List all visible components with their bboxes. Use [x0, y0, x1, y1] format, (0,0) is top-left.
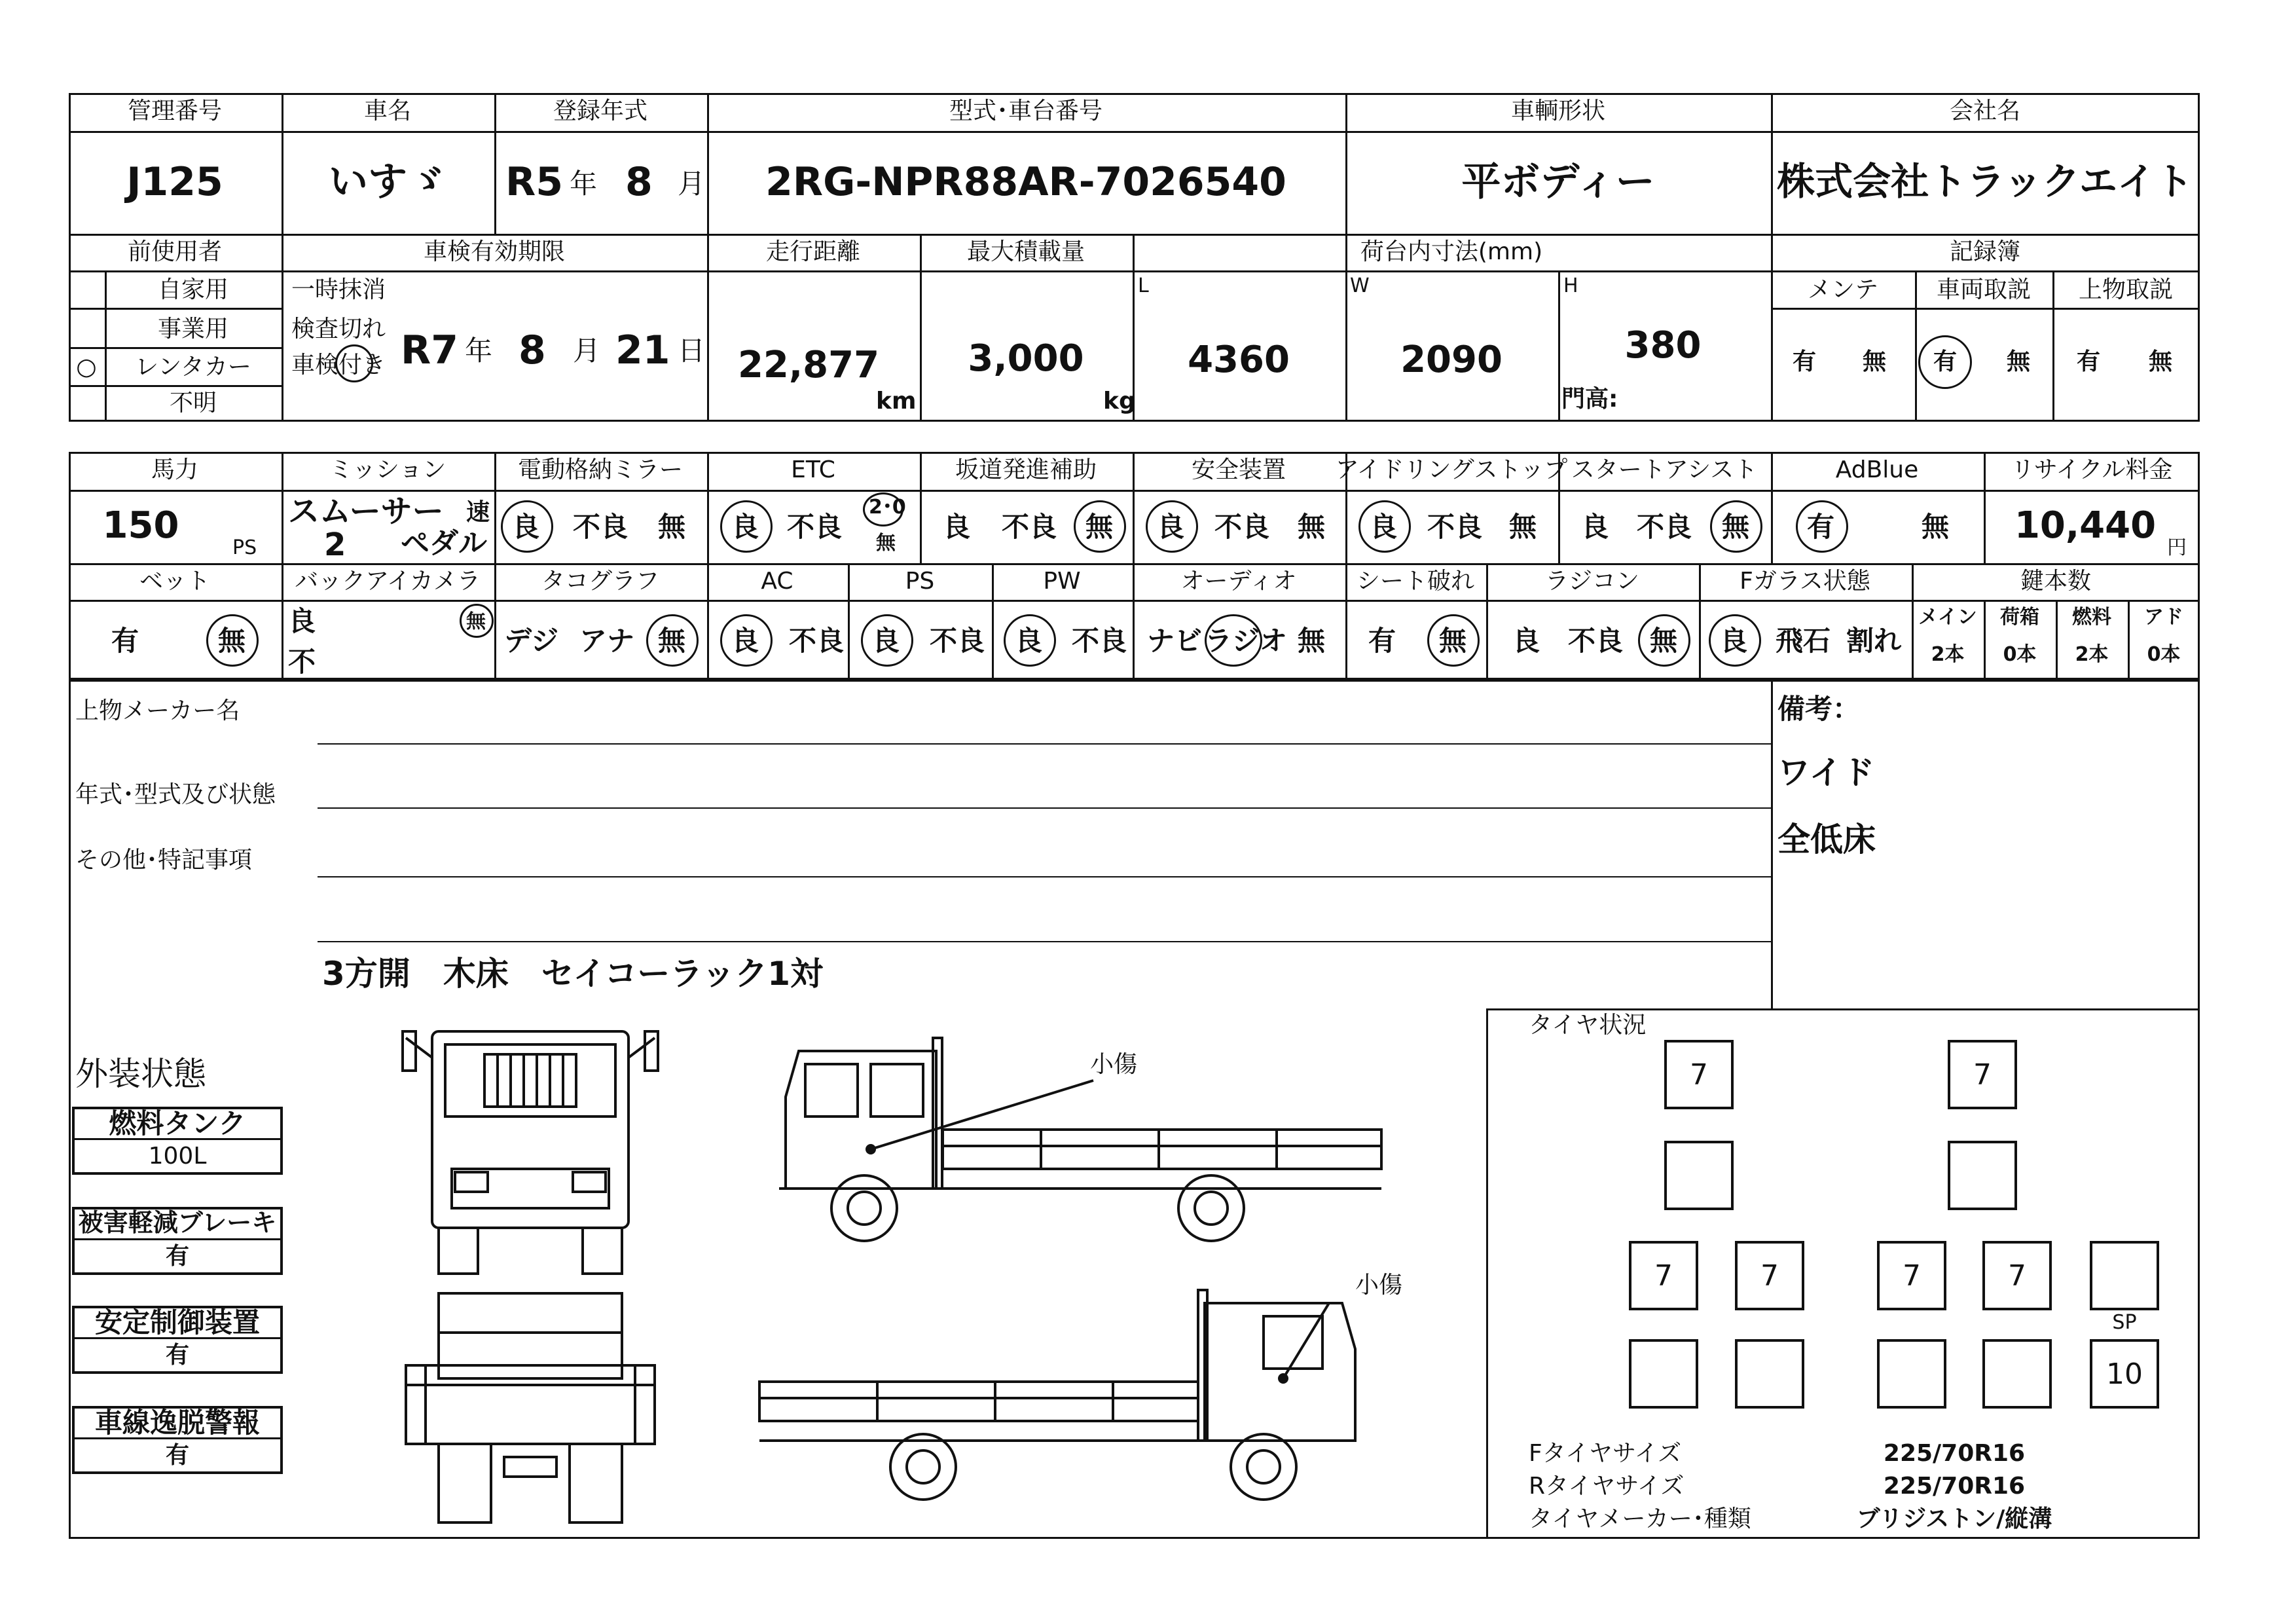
- zenshiyo-fumei: 不明: [169, 390, 217, 416]
- audio-radio: ラジオ: [1205, 625, 1288, 657]
- ps-ryo: 良: [872, 625, 900, 657]
- recycle-value: 10,440: [2014, 504, 2157, 547]
- pw-ryo: 良: [1015, 625, 1043, 657]
- adblue-mu: 無: [1922, 511, 1950, 543]
- toroku-era: R5: [505, 159, 563, 205]
- header-audio: オーディオ: [1180, 568, 1297, 595]
- tire-maker-value: ブリジストン/縦溝: [1856, 1505, 2052, 1532]
- ps-furyo: 不良: [930, 625, 985, 657]
- saka-ryo: 良: [943, 511, 971, 543]
- key-main-count: 2本: [1931, 643, 1965, 666]
- idling-mu: 無: [1509, 511, 1537, 543]
- adblue-yu-circle: [1796, 500, 1848, 553]
- maker-label: 上物メーカー名: [75, 697, 240, 724]
- header-kirokubo: 記録簿: [1949, 238, 2021, 265]
- header-kaisha: 会社名: [1949, 98, 2021, 124]
- start-furyo: 不良: [1637, 511, 1692, 543]
- shaken-tsuki: 車検付き: [291, 352, 386, 378]
- bed-mu: 無: [218, 625, 246, 657]
- header-recycle: リサイクル料金: [2011, 456, 2173, 483]
- kirokubo-mainte: メンテ: [1807, 276, 1879, 303]
- back-mu-circle: [460, 604, 494, 638]
- ps-ryo-circle: [861, 614, 913, 667]
- glass-hiseki: 飛石: [1776, 625, 1831, 657]
- ac-furyo: 不良: [789, 625, 845, 657]
- back-fu: 不: [288, 646, 316, 678]
- body-note: 3方開 木床 セイコーラック1対: [322, 955, 824, 993]
- header-shamei: 車名: [363, 98, 412, 124]
- recycle-unit: 円: [2167, 536, 2187, 559]
- radicon-furyo: 不良: [1568, 625, 1624, 657]
- tire-rear-inner-2: [1735, 1339, 1804, 1409]
- lane-label: 車線逸脱警報: [94, 1407, 261, 1439]
- glass-ryo: 良: [1720, 625, 1748, 657]
- sharyo-no: 無: [2007, 348, 2031, 375]
- shaken-kirere: 検査切れ: [291, 316, 386, 342]
- saka-mu: 無: [1085, 511, 1114, 543]
- tire-front-right-inner: [1948, 1141, 2017, 1210]
- r-size-value: 225/70R16: [1883, 1473, 2026, 1500]
- header-ac: AC: [761, 568, 793, 595]
- shaken-day: 21: [615, 327, 670, 373]
- header-fglass: Fガラス状態: [1740, 568, 1870, 595]
- truck-right-side-view: [746, 1283, 1388, 1526]
- nidai-h-label: H: [1563, 274, 1578, 297]
- nidai-l-label: L: [1138, 274, 1149, 297]
- uwamono-yes: 有: [2077, 348, 2101, 375]
- etc-furyo: 不良: [787, 511, 843, 543]
- kanri-value: J125: [126, 159, 223, 205]
- nidai-l: 4360: [1188, 339, 1290, 381]
- tire-rear-inner-1: [1629, 1339, 1698, 1409]
- header-bariki: 馬力: [151, 456, 199, 483]
- sharyo-yes: 有: [1933, 348, 1958, 375]
- tire-spare: 10: [2090, 1339, 2159, 1409]
- nidai-mondaka: 門高:: [1561, 386, 1618, 413]
- header-tacho: タコグラフ: [541, 568, 660, 595]
- anzen-mu: 無: [1298, 511, 1326, 543]
- keijo-value: 平ボディー: [1461, 159, 1655, 205]
- biko-teishou: 全低床: [1777, 821, 1876, 858]
- idling-furyo: 不良: [1427, 511, 1483, 543]
- damage-label-right: 小傷: [1355, 1272, 1403, 1299]
- glass-ryo-circle: [1709, 614, 1761, 667]
- tire-maker-label: タイヤメーカー･種類: [1529, 1505, 1751, 1532]
- header-kanri: 管理番号: [127, 98, 223, 124]
- bed-mu-circle: [206, 614, 259, 667]
- uwamono-no: 無: [2149, 348, 2173, 375]
- audio-navi: ナビ: [1147, 625, 1203, 657]
- etc-ryo-circle: [720, 500, 773, 553]
- key-main-label: メイン: [1918, 606, 1977, 629]
- toroku-year-unit: 年: [570, 168, 598, 200]
- header-pw: PW: [1043, 568, 1081, 595]
- header-backeye: バックアイカメラ: [295, 568, 481, 595]
- key-nibako-count: 0本: [2003, 643, 2037, 666]
- nidai-w: 2090: [1400, 339, 1503, 381]
- audio-mu: 無: [1298, 625, 1326, 657]
- biko-wide: ワイド: [1777, 754, 1875, 792]
- biko-label: 備考：: [1777, 693, 1861, 725]
- zenshiyo-rental: レンタカー: [135, 354, 251, 380]
- mirror-ryo: 良: [512, 511, 540, 543]
- spare-label: SP: [2112, 1311, 2137, 1334]
- saka-furyo: 不良: [1002, 511, 1057, 543]
- f-size-label: Fタイヤサイズ: [1529, 1440, 1682, 1467]
- anzen-ryo-circle: [1146, 500, 1198, 553]
- shaken-year-unit: 年: [465, 335, 493, 367]
- lane-value: 有: [165, 1442, 190, 1469]
- adblue-yu: 有: [1807, 511, 1835, 543]
- nenshiki-label: 年式･型式及び状態: [75, 781, 276, 808]
- header-anzen: 安全装置: [1191, 456, 1286, 483]
- sekisai-unit: kg: [1103, 388, 1136, 415]
- header-keys: 鍵本数: [2020, 568, 2092, 595]
- header-mirror: 電動格納ミラー: [517, 456, 683, 483]
- tire-front-left-inner: [1664, 1141, 1734, 1210]
- sharyo-yes-circle: [1918, 335, 1972, 389]
- zenshiyo-jigyoyo: 事業用: [157, 316, 229, 342]
- header-radicon: ラジコン: [1544, 568, 1640, 595]
- radicon-mu-circle: [1638, 614, 1690, 667]
- seat-yu: 有: [1368, 625, 1396, 657]
- header-bed: ベット: [139, 568, 211, 595]
- header-toroku: 登録年式: [553, 98, 648, 124]
- header-nidai: 荷台内寸法(mm): [1360, 238, 1543, 265]
- mission-b: 2: [324, 526, 346, 563]
- mission-pedal: ペダル: [401, 526, 487, 560]
- brake-label: 被害軽減ブレーキ: [78, 1208, 277, 1237]
- tire-rear-inner-3: [1877, 1339, 1946, 1409]
- gaiso-title: 外装状態: [75, 1055, 206, 1093]
- anzen-furyo: 不良: [1214, 511, 1270, 543]
- header-ps: PS: [905, 568, 935, 595]
- bariki-value: 150: [102, 504, 179, 547]
- header-zenshiyo: 前使用者: [127, 238, 223, 265]
- toroku-month-unit: 月: [678, 168, 706, 200]
- pw-furyo: 不良: [1072, 625, 1127, 657]
- sekisai-value: 3,000: [968, 337, 1084, 380]
- header-mission: ミッション: [329, 456, 446, 483]
- katashiki-value: 2RG-NPR88AR-7026540: [765, 159, 1286, 205]
- anzen-ryo: 良: [1157, 511, 1185, 543]
- tire-title: タイヤ状況: [1529, 1012, 1647, 1039]
- kaisha-value: 株式会社トラックエイト: [1777, 159, 2193, 204]
- tacho-ana: アナ: [579, 625, 635, 657]
- etc-ver: 2･0: [869, 496, 906, 519]
- brake-value: 有: [165, 1243, 190, 1270]
- bariki-unit: PS: [232, 536, 257, 559]
- tire-rear-3: 7: [1877, 1241, 1946, 1310]
- header-etc: ETC: [791, 456, 835, 483]
- zenshiyo-jikayo: 自家用: [157, 276, 229, 303]
- shaken-day-unit: 日: [678, 335, 706, 367]
- toroku-month: 8: [625, 159, 653, 205]
- seat-mu-circle: [1427, 614, 1480, 667]
- radicon-mu: 無: [1650, 625, 1678, 657]
- glass-ware: 割れ: [1846, 625, 1902, 657]
- header-sekisai: 最大積載量: [966, 238, 1085, 265]
- tire-rear-inner-4: [1982, 1339, 2052, 1409]
- idling-ryo: 良: [1370, 511, 1398, 543]
- back-ryo: 良: [288, 605, 316, 637]
- kirokubo-uwamono: 上物取説: [2078, 276, 2174, 303]
- header-idling: アイドリングストップ: [1335, 456, 1568, 483]
- other-label: その他･特記事項: [75, 847, 253, 874]
- pw-ryo-circle: [1004, 614, 1056, 667]
- header-shaken: 車検有効期限: [423, 238, 566, 265]
- soko-unit: km: [876, 388, 917, 415]
- truck-left-side-view: [766, 1025, 1394, 1261]
- header-katashiki: 型式･車台番号: [949, 98, 1103, 124]
- fuel-tank-value: 100L: [148, 1143, 207, 1170]
- kirokubo-sharyo: 車両取説: [1936, 276, 2032, 303]
- fuel-tank-label: 燃料タンク: [109, 1107, 246, 1139]
- mission-a: スムーサー: [288, 493, 444, 530]
- truck-front-view: [399, 1018, 661, 1280]
- shaken-tsuki-circle: [335, 344, 373, 382]
- start-mu: 無: [1722, 511, 1750, 543]
- start-mu-circle: [1710, 500, 1762, 553]
- truck-rear-view: [399, 1287, 661, 1529]
- ac-ryo: 良: [731, 625, 759, 657]
- tacho-mu: 無: [658, 625, 686, 657]
- nidai-w-label: W: [1350, 274, 1370, 297]
- mirror-furyo: 不良: [573, 511, 629, 543]
- idling-ryo-circle: [1358, 500, 1411, 553]
- header-adblue: AdBlue: [1835, 456, 1919, 483]
- mainte-no: 無: [1863, 348, 1887, 375]
- tire-front-left: 7: [1664, 1040, 1734, 1109]
- stability-label: 安定制御装置: [94, 1306, 261, 1338]
- seat-mu: 無: [1439, 625, 1467, 657]
- shaken-month: 8: [519, 327, 546, 373]
- start-ryo: 良: [1581, 511, 1609, 543]
- key-nenryo-label: 燃料: [2072, 606, 2111, 629]
- mirror-ryo-circle: [501, 500, 553, 553]
- header-start-assist: スタートアシスト: [1571, 456, 1758, 483]
- back-mu: 無: [466, 610, 486, 633]
- zenshiyo-mark: ○: [76, 354, 97, 380]
- nidai-h: 380: [1624, 324, 1702, 367]
- key-ado-label: アド: [2144, 606, 2183, 629]
- header-keijo: 車輌形状: [1510, 98, 1606, 124]
- f-size-value: 225/70R16: [1883, 1440, 2026, 1467]
- soko-value: 22,877: [737, 344, 880, 386]
- etc-ver-circle: [863, 492, 903, 526]
- tire-rear-4: 7: [1982, 1241, 2052, 1310]
- audio-radio-circle: [1205, 614, 1262, 667]
- tire-rear-2: 7: [1735, 1241, 1804, 1310]
- saka-mu-circle: [1074, 500, 1126, 553]
- shaken-month-unit: 月: [573, 335, 601, 367]
- mission-soku: 速: [466, 499, 490, 526]
- header-soko: 走行距離: [765, 238, 861, 265]
- mirror-mu: 無: [658, 511, 686, 543]
- tire-rear-1: 7: [1629, 1241, 1698, 1310]
- bed-yu: 有: [111, 625, 139, 657]
- key-nibako-label: 荷箱: [2000, 606, 2039, 629]
- etc-ryo: 良: [731, 511, 759, 543]
- tire-extra: [2090, 1241, 2159, 1310]
- shaken-era: R7: [401, 327, 458, 373]
- radicon-ryo: 良: [1512, 625, 1540, 657]
- tacho-deji: デジ: [504, 625, 559, 657]
- stability-value: 有: [165, 1342, 190, 1369]
- tire-front-right: 7: [1948, 1040, 2017, 1109]
- shaken-ichiji: 一時抹消: [291, 276, 386, 303]
- damage-label-left: 小傷: [1090, 1051, 1138, 1078]
- etc-mu: 無: [876, 532, 896, 555]
- shamei-value: いすゞ: [329, 159, 446, 205]
- key-nenryo-count: 2本: [2075, 643, 2109, 666]
- ac-ryo-circle: [720, 614, 773, 667]
- header-seat: シート破れ: [1356, 568, 1475, 595]
- header-sakamichi: 坂道発進補助: [955, 456, 1097, 483]
- tacho-mu-circle: [646, 614, 699, 667]
- mainte-yes: 有: [1793, 348, 1817, 375]
- key-ado-count: 0本: [2147, 643, 2181, 666]
- r-size-label: Rタイヤサイズ: [1529, 1473, 1685, 1500]
